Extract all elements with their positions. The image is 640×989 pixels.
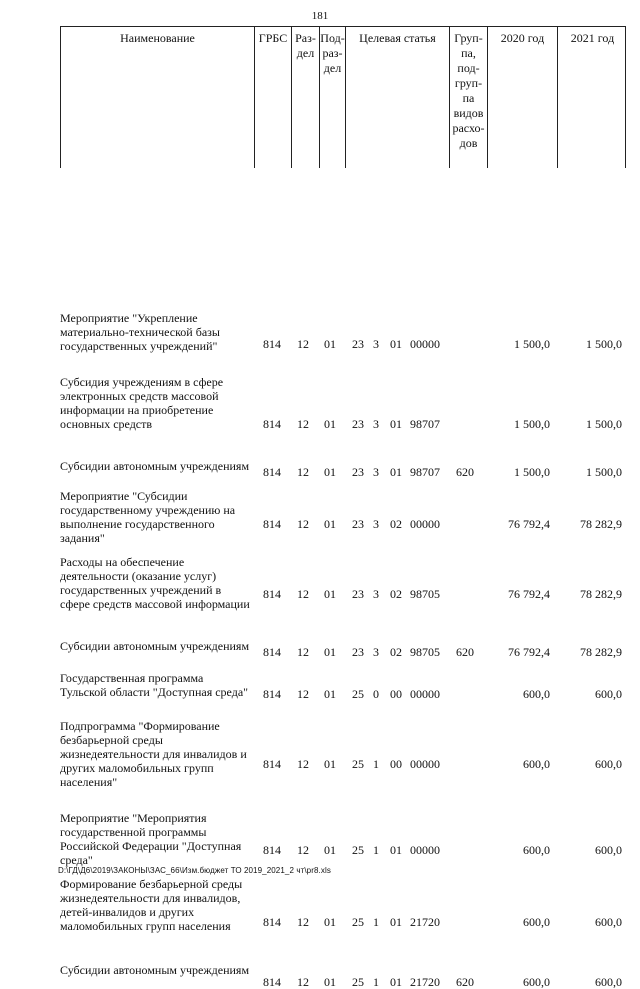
cell-grbs: 814 [263,687,281,701]
cell-grbs: 814 [263,757,281,771]
cell-cs4: 98707 [410,465,440,479]
cell-pr: 01 [324,757,336,771]
cell-cs4: 00000 [410,517,440,531]
header-podrazdel: Под- раз- дел [319,27,345,168]
row-name: Мероприятие "Мероприятия государственной программы Российской Федерации "Доступная среда" [60,811,242,867]
cell-v2021: 1 500,0 [586,337,622,351]
cell-grbs: 814 [263,417,281,431]
cell-cs2: 1 [373,975,379,989]
cell-cs4: 21720 [410,915,440,929]
row-name: Субсидия учреждениям в сфере электронных средств массовой информации на приобретение основных средств [60,375,224,431]
row-name: Расходы на обеспечение деятельности (оказание услуг) государственных учреждений в сфере средств массовой информации [60,555,250,611]
cell-v2021: 78 282,9 [580,517,622,531]
cell-pr: 01 [324,417,336,431]
cell-v2020: 76 792,4 [508,587,550,601]
row-name: Субсидии автономным учреждениям [60,459,250,473]
cell-cs2: 3 [373,587,379,601]
cell-grbs: 814 [263,645,281,659]
cell-cs1: 25 [352,975,364,989]
cell-cs4: 00000 [410,687,440,701]
cell-cs2: 3 [373,417,379,431]
cell-pr: 01 [324,517,336,531]
cell-cs1: 23 [352,517,364,531]
cell-cs1: 23 [352,417,364,431]
cell-v2020: 600,0 [523,687,550,701]
cell-v2021: 78 282,9 [580,587,622,601]
cell-cs3: 01 [390,975,402,989]
row-name: Мероприятие "Субсидии государственному учреждению на выполнение государственного задания" [60,489,236,545]
cell-cs4: 00000 [410,337,440,351]
cell-cs1: 25 [352,843,364,857]
header-tselevaya-statya: Целевая статья [345,27,449,168]
row-name: Подпрограмма "Формирование безбарьерной среды жизнедеятельности для инвалидов и других маломобильных групп населения" [60,719,247,789]
cell-cs4: 00000 [410,757,440,771]
cell-cs2: 3 [373,517,379,531]
cell-cs4: 98707 [410,417,440,431]
cell-cs1: 25 [352,757,364,771]
cell-cs2: 0 [373,687,379,701]
cell-rz: 12 [297,417,309,431]
cell-cs4: 98705 [410,587,440,601]
header-2020: 2020 год [487,27,557,168]
cell-pr: 01 [324,687,336,701]
cell-v2020: 1 500,0 [514,465,550,479]
header-2021: 2021 год [557,27,627,168]
cell-rz: 12 [297,915,309,929]
cell-rz: 12 [297,645,309,659]
cell-cs2: 1 [373,843,379,857]
cell-cs3: 02 [390,517,402,531]
cell-cs2: 1 [373,757,379,771]
cell-cs1: 23 [352,587,364,601]
cell-cs4: 98705 [410,645,440,659]
file-path-footer: D:\ГД\Д6\2019\ЗАКОНЫ\ЗАС_66\Изм.бюджет ТО 2019_2021_2 чт\pr8.xls [58,866,331,875]
cell-cs2: 1 [373,915,379,929]
cell-cs2: 3 [373,465,379,479]
cell-rz: 12 [297,687,309,701]
header-name: Наименование [120,31,195,45]
cell-v2021: 1 500,0 [586,465,622,479]
cell-cs3: 01 [390,417,402,431]
cell-pr: 01 [324,587,336,601]
cell-v2020: 600,0 [523,843,550,857]
cell-v2021: 600,0 [595,915,622,929]
cell-grbs: 814 [263,587,281,601]
row-name: Формирование безбарьерной среды жизнедеятельности для инвалидов, детей-инвалидов и других маломобильных групп населения [60,877,243,933]
cell-cs3: 02 [390,587,402,601]
cell-cs3: 02 [390,645,402,659]
cell-v2020: 600,0 [523,975,550,989]
cell-rz: 12 [297,587,309,601]
row-name: Субсидии автономным учреждениям [60,639,250,653]
cell-grbs: 814 [263,975,281,989]
cell-cs3: 01 [390,465,402,479]
cell-rz: 12 [297,517,309,531]
row-name: Мероприятие "Укрепление материально-технической базы государственных учреждений" [60,311,220,353]
cell-pr: 01 [324,915,336,929]
cell-vr: 620 [456,465,474,479]
cell-grbs: 814 [263,465,281,479]
cell-cs1: 25 [352,687,364,701]
cell-cs3: 01 [390,337,402,351]
cell-grbs: 814 [263,517,281,531]
cell-pr: 01 [324,843,336,857]
cell-cs3: 00 [390,687,402,701]
cell-cs4: 00000 [410,843,440,857]
cell-rz: 12 [297,337,309,351]
cell-v2020: 600,0 [523,757,550,771]
cell-v2021: 1 500,0 [586,417,622,431]
cell-pr: 01 [324,465,336,479]
cell-rz: 12 [297,465,309,479]
cell-v2020: 76 792,4 [508,517,550,531]
cell-v2020: 1 500,0 [514,417,550,431]
cell-cs1: 25 [352,915,364,929]
cell-cs3: 01 [390,915,402,929]
cell-v2020: 76 792,4 [508,645,550,659]
cell-grbs: 814 [263,843,281,857]
cell-vr: 620 [456,645,474,659]
cell-rz: 12 [297,843,309,857]
cell-cs3: 00 [390,757,402,771]
cell-rz: 12 [297,975,309,989]
page-number: 181 [311,10,329,22]
cell-cs2: 3 [373,337,379,351]
cell-pr: 01 [324,337,336,351]
cell-v2020: 600,0 [523,915,550,929]
cell-vr: 620 [456,975,474,989]
cell-pr: 01 [324,975,336,989]
cell-v2021: 600,0 [595,975,622,989]
cell-grbs: 814 [263,915,281,929]
cell-cs1: 23 [352,645,364,659]
header-razdel: Раз- дел [291,27,319,168]
row-name: Субсидии автономным учреждениям [60,963,250,977]
cell-rz: 12 [297,757,309,771]
cell-cs4: 21720 [410,975,440,989]
cell-cs2: 3 [373,645,379,659]
cell-v2021: 600,0 [595,843,622,857]
cell-v2021: 78 282,9 [580,645,622,659]
cell-v2021: 600,0 [595,687,622,701]
cell-v2021: 600,0 [595,757,622,771]
cell-cs3: 01 [390,843,402,857]
row-name: Государственная программа Тульской области "Доступная среда" [60,671,249,699]
cell-grbs: 814 [263,337,281,351]
header-grbs: ГРБС [254,27,291,168]
table-header [60,26,626,168]
cell-cs1: 23 [352,465,364,479]
cell-v2020: 1 500,0 [514,337,550,351]
header-gruppa-vidov-rashodov: Груп- па, под- груп- па видов расхо- дов [449,27,487,168]
cell-pr: 01 [324,645,336,659]
cell-cs1: 23 [352,337,364,351]
